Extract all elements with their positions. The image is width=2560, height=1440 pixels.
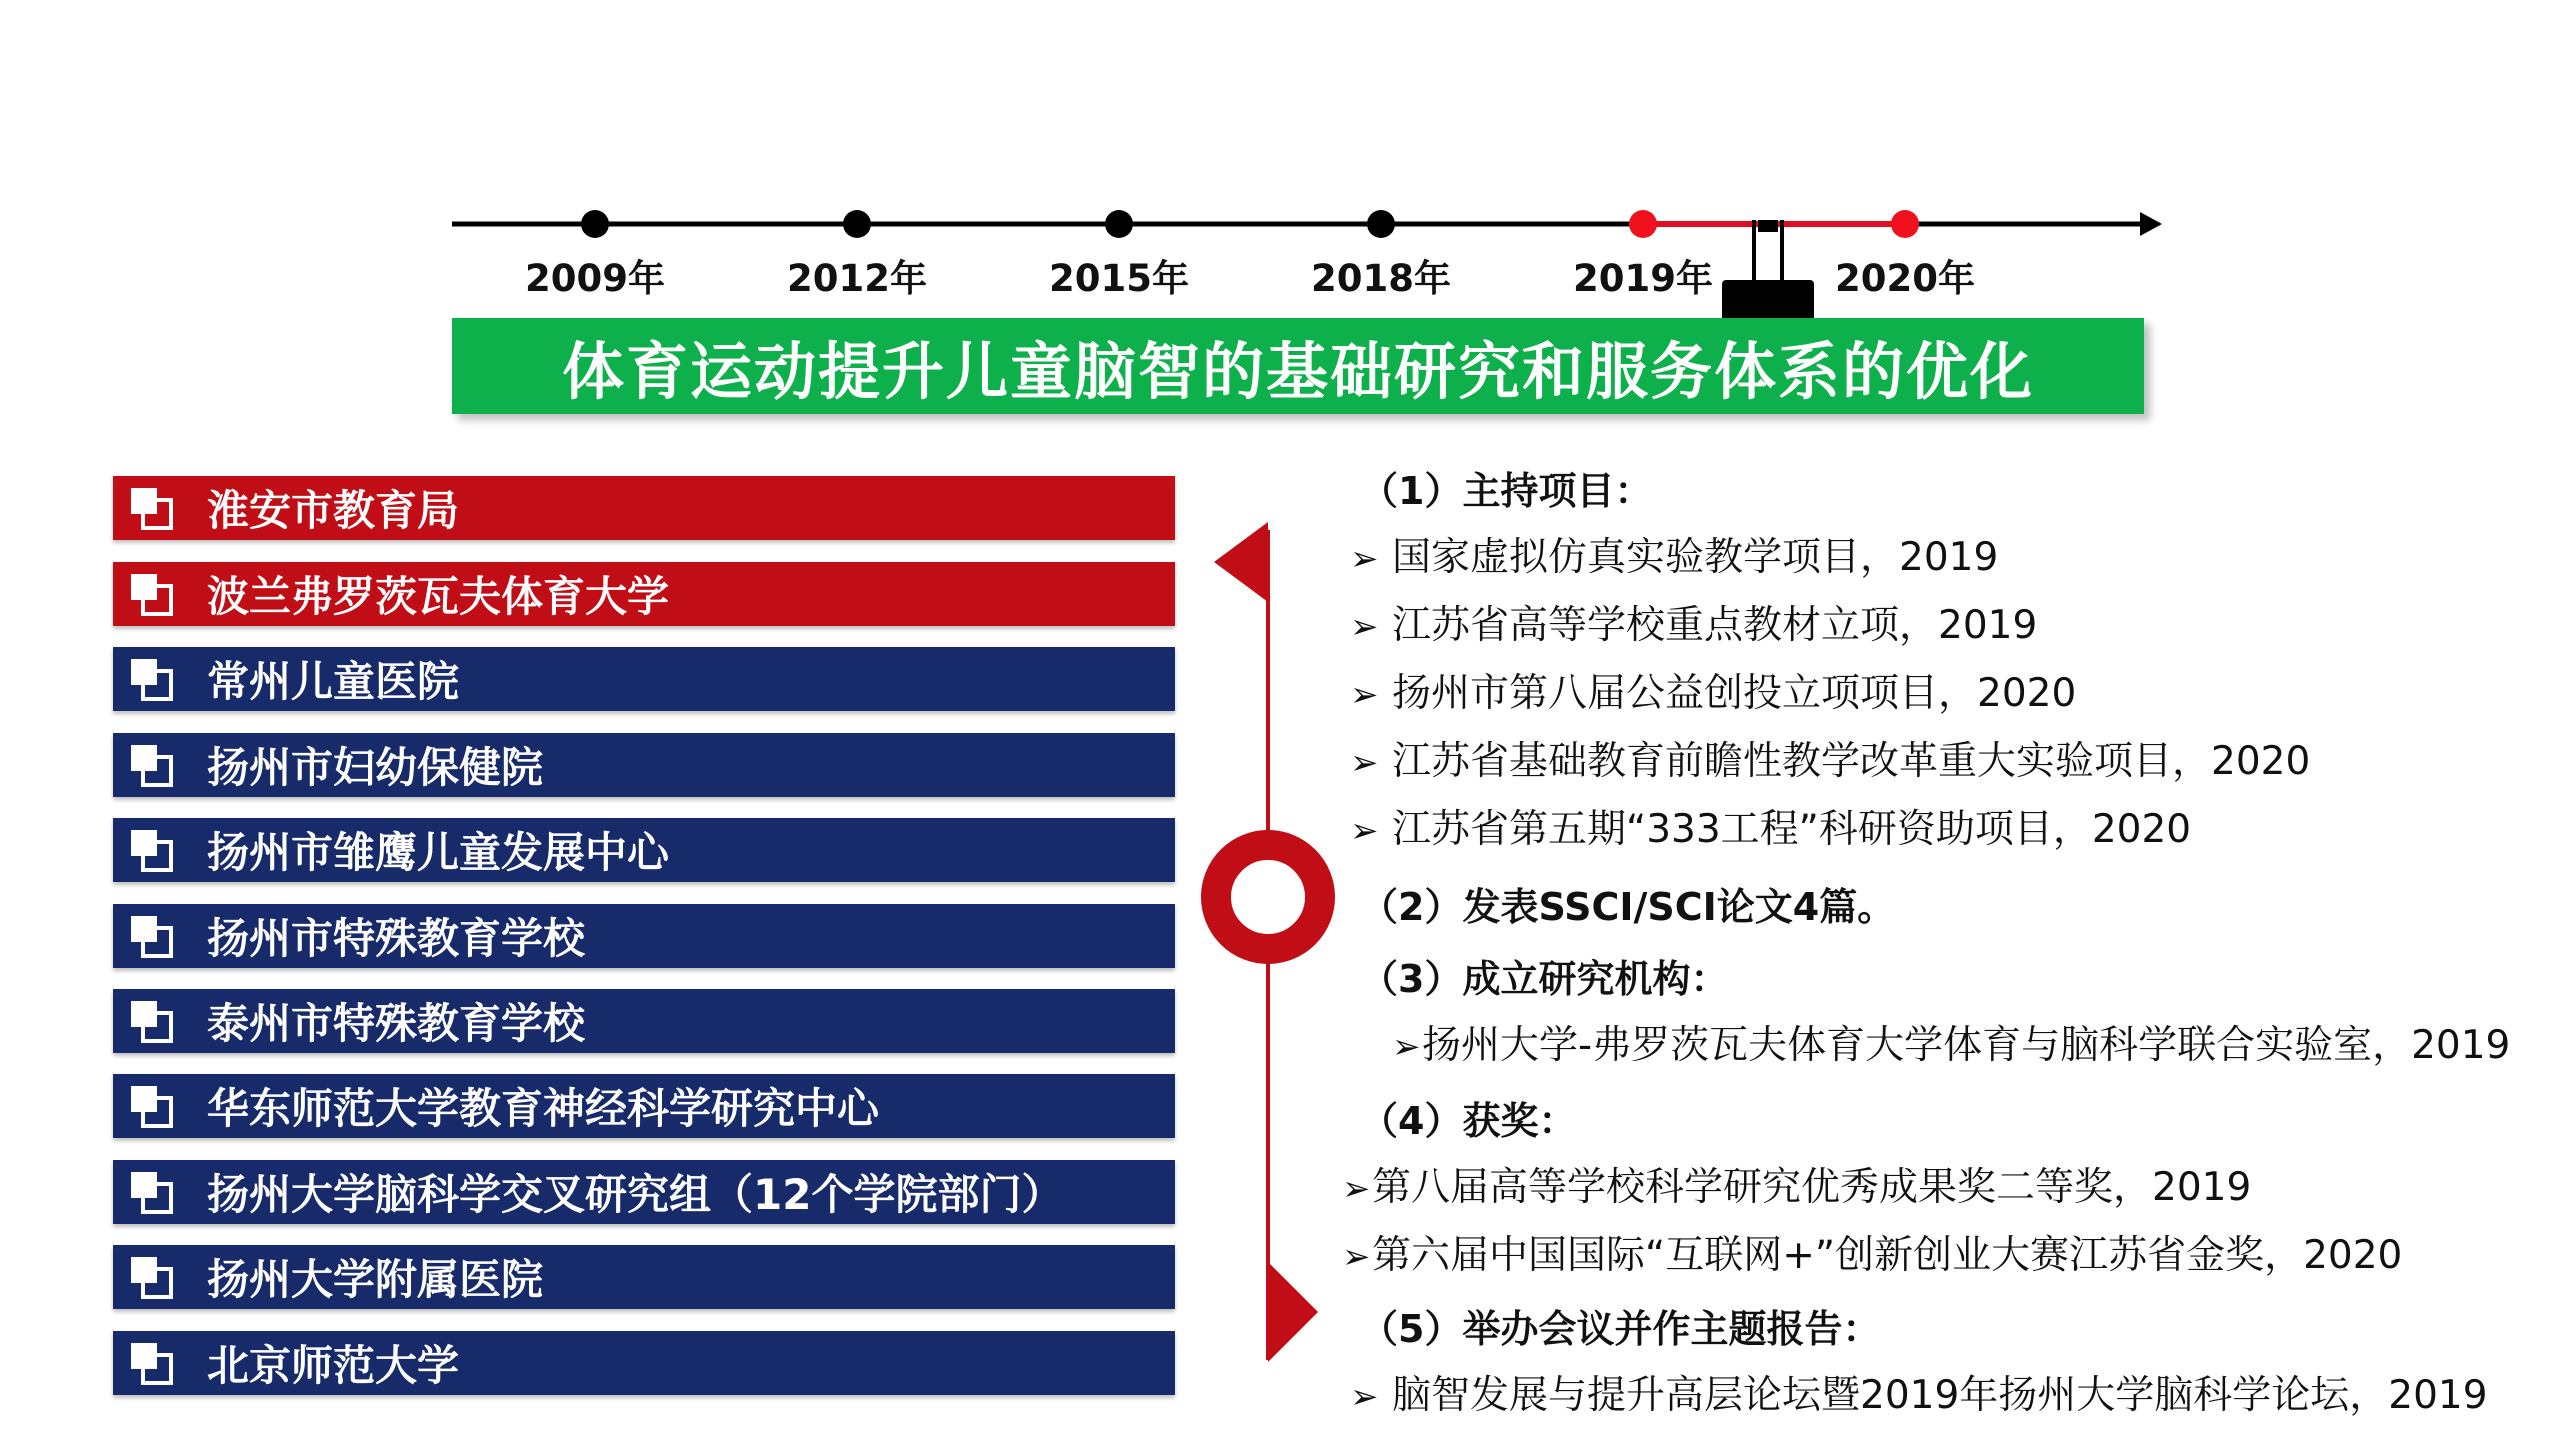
partner-label: 扬州市特殊教育学校 [207, 914, 586, 963]
project-title: 体育运动提升儿童脑智的基础研究和服务体系的优化 [561, 334, 2034, 408]
partner-item [113, 989, 1175, 1053]
list-item: ➢第六届中国国际“互联网+”创新创业大赛江苏省金奖，2020 [1342, 1233, 2403, 1278]
partner-item [113, 818, 1175, 882]
bullet-arrow-icon: ➢ [1350, 539, 1379, 579]
window-square-icon [123, 818, 183, 882]
partner-item [113, 562, 1175, 626]
year-label: 2012年 [787, 257, 927, 300]
list-item: ➢ 国家虚拟仿真实验教学项目，2019 [1350, 535, 1999, 580]
timeline-dot-2018 [1367, 210, 1395, 238]
partner-item [113, 1074, 1175, 1138]
bottom-triangle-icon [1268, 1262, 1318, 1362]
window-square-icon [123, 733, 183, 797]
section-hosted-projects-heading: （1）主持项目： [1360, 469, 1653, 513]
timeline-dot-2019 [1629, 210, 1657, 238]
list-item: ➢ 扬州市第八届公益创投立项项目，2020 [1350, 671, 2077, 716]
window-square-icon [123, 904, 183, 968]
partner-label: 扬州大学附属医院 [207, 1255, 544, 1304]
connector-graphic [1200, 500, 1340, 1400]
list-item: ➢ 江苏省第五期“333工程”科研资助项目，2020 [1350, 807, 2192, 852]
top-triangle-icon [1214, 522, 1268, 602]
partner-label: 波兰弗罗茨瓦夫体育大学 [207, 572, 670, 621]
timeline-dot-2015 [1105, 210, 1133, 238]
list-item: ➢ 脑智发展与提升高层论坛暨2019年扬州大学脑科学论坛，2019 [1350, 1373, 2488, 1418]
list-item: ➢扬州大学-弗罗茨瓦夫体育大学体育与脑科学联合实验室，2019 [1392, 1023, 2511, 1068]
year-label: 2015年 [1049, 257, 1189, 300]
window-square-icon [123, 989, 183, 1053]
bullet-arrow-icon: ➢ [1342, 1237, 1371, 1277]
timeline-dot-2020 [1891, 210, 1919, 238]
window-square-icon [123, 1245, 183, 1309]
section-conferences-heading: （5）举办会议并作主题报告： [1360, 1307, 1881, 1351]
partner-item [113, 1245, 1175, 1309]
window-square-icon [123, 476, 183, 540]
bullet-arrow-icon: ➢ [1350, 1377, 1379, 1417]
list-item: ➢第八届高等学校科学研究优秀成果奖二等奖，2019 [1342, 1165, 2252, 1210]
timeline [0, 0, 2560, 340]
partner-label: 常州儿童医院 [207, 657, 460, 706]
bullet-arrow-icon: ➢ [1350, 811, 1379, 851]
partner-label: 扬州市妇幼保健院 [207, 743, 544, 792]
list-item: ➢ 江苏省高等学校重点教材立项，2019 [1350, 603, 2038, 648]
partner-label: 北京师范大学 [207, 1341, 460, 1390]
partner-item [113, 647, 1175, 711]
section-papers-heading: （2）发表SSCI/SCI论文4篇。 [1360, 885, 1896, 929]
window-square-icon [123, 1331, 183, 1395]
timeline-dot-2009 [581, 210, 609, 238]
partner-item [113, 476, 1175, 540]
window-square-icon [123, 1074, 183, 1138]
bullet-arrow-icon: ➢ [1350, 607, 1379, 647]
bullet-arrow-icon: ➢ [1342, 1169, 1371, 1209]
window-square-icon [123, 562, 183, 626]
ring-icon [1216, 845, 1320, 949]
bullet-arrow-icon: ➢ [1392, 1027, 1421, 1067]
bridge-post-icon [1722, 220, 1814, 326]
partner-item [113, 1331, 1175, 1395]
timeline-arrowhead [2140, 212, 2162, 236]
bullet-arrow-icon: ➢ [1350, 675, 1379, 715]
window-square-icon [123, 1160, 183, 1224]
partner-label: 华东师范大学教育神经科学研究中心 [207, 1084, 880, 1133]
partner-label: 扬州市雏鹰儿童发展中心 [207, 828, 670, 877]
partner-label: 淮安市教育局 [207, 486, 460, 535]
year-label: 2009年 [525, 257, 665, 300]
year-label: 2018年 [1311, 257, 1451, 300]
year-label: 2020年 [1835, 257, 1975, 300]
partner-label: 泰州市特殊教育学校 [207, 999, 586, 1048]
partner-item [113, 904, 1175, 968]
partner-label: 扬州大学脑科学交叉研究组（12个学院部门） [207, 1170, 1064, 1219]
section-institutes-heading: （3）成立研究机构： [1360, 957, 1729, 1001]
list-item: ➢ 江苏省基础教育前瞻性教学改革重大实验项目，2020 [1350, 739, 2311, 784]
bullet-arrow-icon: ➢ [1350, 743, 1379, 783]
partner-item [113, 733, 1175, 797]
timeline-dot-2012 [843, 210, 871, 238]
window-square-icon [123, 647, 183, 711]
year-label: 2019年 [1573, 257, 1713, 300]
partner-item [113, 1160, 1175, 1224]
section-awards-heading: （4）获奖： [1360, 1099, 1577, 1143]
project-title-banner [452, 318, 2144, 414]
